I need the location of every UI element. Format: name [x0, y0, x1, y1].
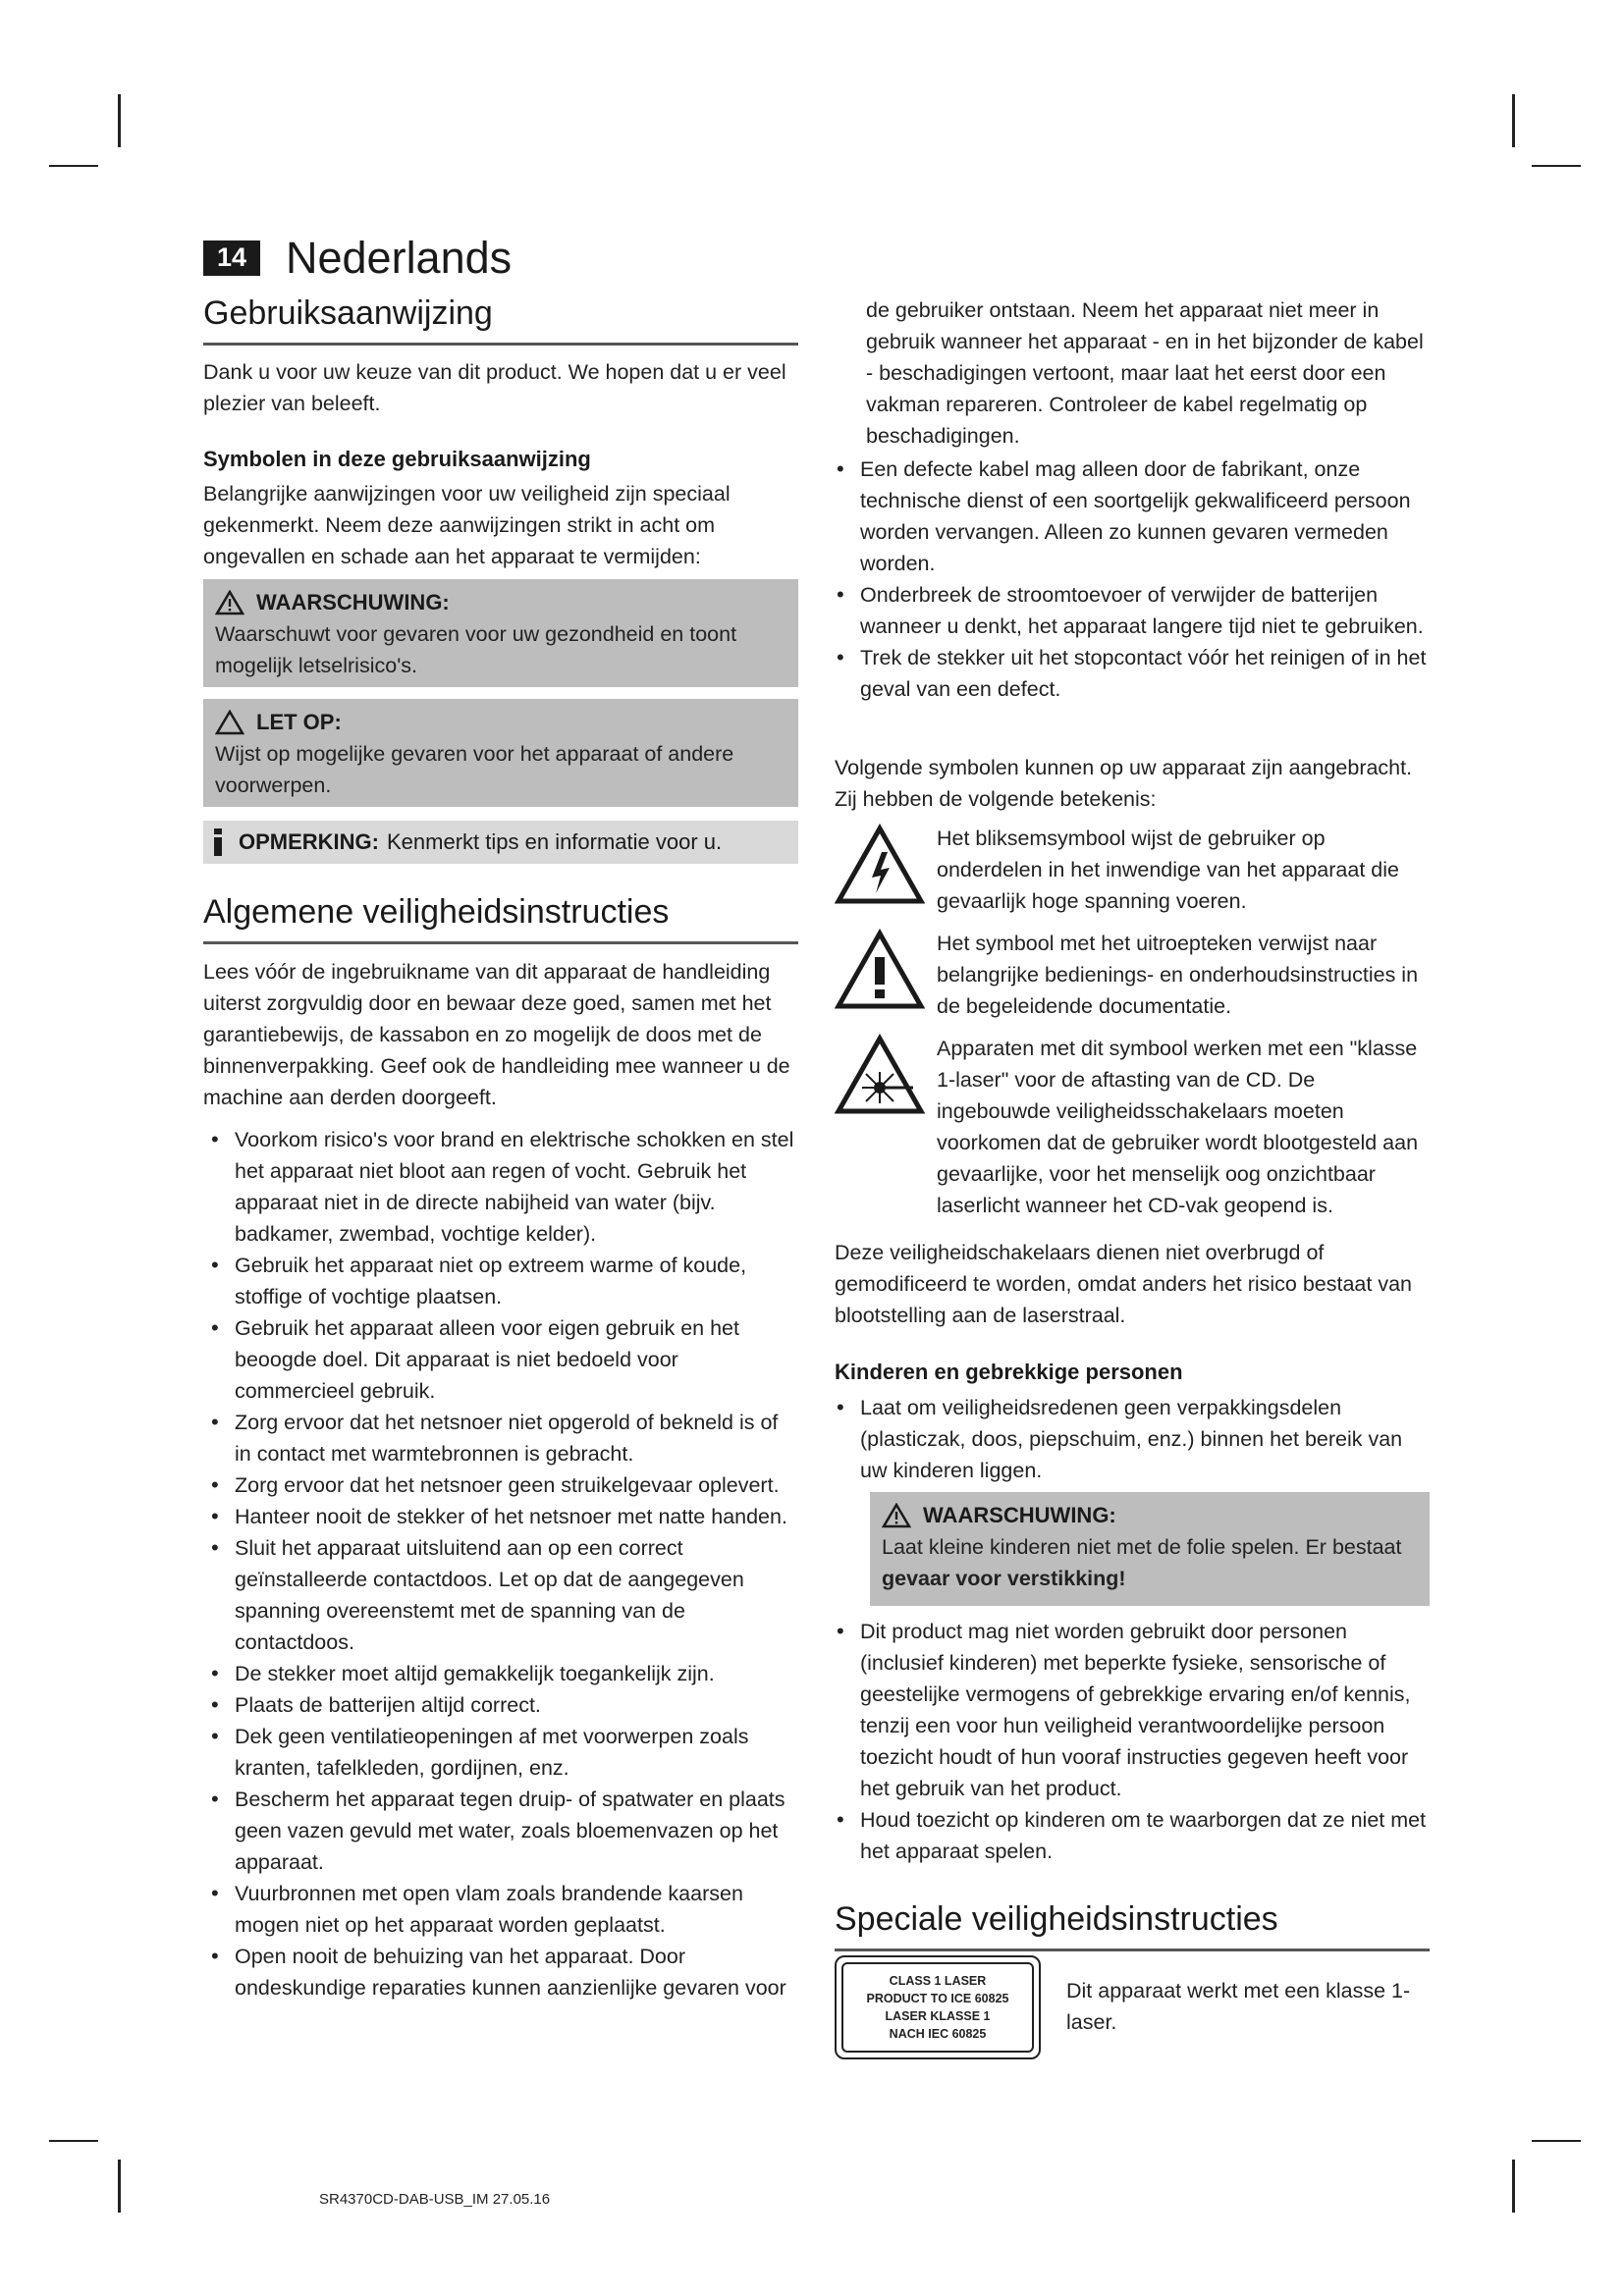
- list-item: • Vuurbronnen met open vlam zoals brandende kaarsen mogen niet op het apparaat worden geplaatst.: [209, 1878, 798, 1941]
- warning-triangle-icon: [215, 590, 244, 615]
- crop-mark: [49, 165, 98, 167]
- laser-label-line: LASER KLASSE 1: [885, 2009, 991, 2023]
- list-item: • Laat om veiligheidsredenen geen verpakkingsdelen (plasticzak, doos, piepschuim, enz.) binnen het bereik van uw kinderen liggen.: [835, 1392, 1430, 1486]
- caution-title-row: [215, 707, 786, 738]
- section-title-gebruiksaanwijzing: Gebruiksaanwijzing: [203, 294, 798, 346]
- caution-box: [203, 699, 798, 807]
- crop-mark: [49, 2140, 98, 2142]
- crop-mark: [1512, 94, 1515, 147]
- warning-box: [203, 579, 798, 687]
- laser-label-line: PRODUCT TO ICE 60825: [866, 1992, 1009, 2005]
- warning-text: Waarschuwt voor gevaren voor uw gezondheid en toont mogelijk letselrisico's.: [215, 622, 737, 677]
- list-item: • Plaats de batterijen altijd correct.: [209, 1689, 798, 1721]
- info-icon: [211, 828, 225, 856]
- warning-triangle-icon: [882, 1503, 911, 1528]
- children-warning-bold: gevaar voor verstikking!: [882, 1567, 1126, 1590]
- lightning-symbol-text: Het bliksemsymbool wijst de gebruiker op onderdelen in het inwendige van het apparaat die gevaarlijk hoge spanning voeren.: [937, 827, 1399, 913]
- list-item: • Voorkom risico's voor brand en elektrische schokken en stel het apparaat niet bloot aan regen of vocht. Gebruik het apparaat niet in de directe nabijheid van water (bijv. badkamer, zwembad, vochtige kelder).: [209, 1124, 798, 1250]
- symbols-intro-paragraph: Volgende symbolen kunnen op uw apparaat zijn aangebracht. Zij hebben de volgende betekenis:: [835, 756, 1413, 811]
- section-title-algemene: Algemene veiligheidsinstructies: [203, 893, 798, 944]
- list-item: • Houd toezicht op kinderen om te waarborgen dat ze niet met het apparaat spelen.: [835, 1804, 1430, 1867]
- crop-mark: [118, 94, 121, 147]
- caution-triangle-icon: [215, 710, 244, 735]
- symbol-row-exclamation: [835, 928, 1430, 1022]
- laser-class-text: Dit apparaat werkt met een klasse 1-laser.: [1066, 1979, 1411, 2034]
- list-item: • Bescherm het apparaat tegen druip- of spatwater en plaats geen vazen gevuld met water, zoals bloemenvazen op het apparaat.: [209, 1784, 798, 1878]
- intro-paragraph: Dank u voor uw keuze van dit product. We hopen dat u er veel plezier van beleeft.: [203, 360, 786, 415]
- list-item: • Gebruik het apparaat niet op extreem warme of koude, stoffige of vochtige plaatsen.: [209, 1250, 798, 1312]
- exclamation-symbol-text: Het symbool met het uitroepteken verwijst naar belangrijke bedienings- en onderhoudsinstructies in de begeleidende documentatie.: [937, 932, 1419, 1018]
- list-item: • Een defecte kabel mag alleen door de fabrikant, onze technische dienst of een soortgelijk gekwalificeerd persoon worden vervangen. Alleen zo kunnen gevaren vermeden worden.: [835, 454, 1430, 579]
- section-title-speciale: Speciale veiligheidsinstructies: [835, 1900, 1430, 1951]
- list-item: • Zorg ervoor dat het netsnoer niet opgerold of bekneld is of in contact met warmtebronnen is gebracht.: [209, 1407, 798, 1469]
- list-item: • De stekker moet altijd gemakkelijk toegankelijk zijn.: [209, 1658, 798, 1689]
- crop-mark: [1532, 2140, 1581, 2142]
- crop-mark: [1532, 165, 1581, 167]
- symbols-heading: Symbolen in deze gebruiksaanwijzing: [203, 447, 591, 471]
- children-list-2: [835, 1616, 1430, 1867]
- list-item: • Zorg ervoor dat het netsnoer geen struikelgevaar oplevert.: [209, 1469, 798, 1501]
- warning-title: WAARSCHUWING:: [256, 590, 450, 614]
- symbol-row-laser: [835, 1033, 1430, 1221]
- crop-mark: [1512, 2160, 1515, 2213]
- list-item: • Dek geen ventilatieopeningen af met voorwerpen zoals kranten, tafelkleden, gordijnen, enz.: [209, 1721, 798, 1784]
- list-item: • Sluit het apparaat uitsluitend aan op een correct geïnstalleerde contactdoos. Let op dat de aangegeven spanning overeenstemt met de spanning van de contactdoos.: [209, 1532, 798, 1658]
- exclamation-warning-icon: [835, 928, 925, 1012]
- children-heading: Kinderen en gebrekkige personen: [835, 1360, 1183, 1384]
- general-safety-list: [209, 1124, 798, 2003]
- cable-safety-list: [835, 454, 1430, 705]
- continuation-paragraph: de gebruiker ontstaan. Neem het apparaat niet meer in gebruik wanneer het apparaat - en in het bijzonder de kabel - beschadigingen vertoont, maar laat het eerst door een vakman repareren. Controleer de kabel regelmatig op beschadigingen.: [866, 298, 1424, 448]
- list-item: • Trek de stekker uit het stopcontact vóór het reinigen of in het geval van een defect.: [835, 642, 1430, 705]
- caution-text: Wijst op mogelijke gevaren voor het apparaat of andere voorwerpen.: [215, 742, 734, 797]
- switch-paragraph: Deze veiligheidschakelaars dienen niet overbrugd of gemodificeerd te worden, omdat anders het risico bestaat van blootstelling aan de laserstraal.: [835, 1241, 1412, 1327]
- list-item: • Hanteer nooit de stekker of het netsnoer met natte handen.: [209, 1501, 798, 1532]
- list-item: • Gebruik het apparaat alleen voor eigen gebruik en het beoogde doel. Dit apparaat is niet bedoeld voor commercieel gebruik.: [209, 1312, 798, 1407]
- page-header: [203, 233, 513, 283]
- children-warning-title: WAARSCHUWING:: [923, 1503, 1116, 1527]
- page-number: 14: [203, 240, 260, 276]
- note-text: Kenmerkt tips en informatie voor u.: [387, 829, 723, 854]
- children-warning-box: [870, 1492, 1430, 1606]
- crop-mark: [118, 2160, 121, 2213]
- laser-label-line: CLASS 1 LASER: [889, 1974, 987, 1988]
- list-item: • Onderbreek de stroomtoevoer of verwijder de batterijen wanneer u denkt, het apparaat langere tijd niet te gebruiken.: [835, 579, 1430, 642]
- caution-title: LET OP:: [256, 710, 342, 734]
- children-warning-title-row: [882, 1500, 1418, 1531]
- laser-symbol-text: Apparaten met dit symbool werken met een "klasse 1-laser" voor de aftasting van de CD. De ingebouwde veiligheidsschakelaars moeten voorkomen dat de gebruiker wordt blootgesteld aan gevaarlijke, voor het menselijk oog onzichtbaar laserlicht wanneer het CD-vak geopend is.: [937, 1037, 1419, 1217]
- general-intro-paragraph: Lees vóór de ingebruikname van dit apparaat de handleiding uiterst zorgvuldig door en bewaar deze goed, samen met het garantiebewijs, de kassabon en zo mogelijk de doos met de binnenverpakking. Geef ook de handleiding mee wanneer u de machine aan derden doorgeeft.: [203, 960, 790, 1109]
- laser-class-label: [835, 1955, 1041, 2059]
- laser-label-line: NACH IEC 60825: [889, 2027, 987, 2041]
- symbols-paragraph: Belangrijke aanwijzingen voor uw veiligheid zijn speciaal gekenmerkt. Neem deze aanwijzingen strikt in acht om ongevallen en schade aan het apparaat te vermijden:: [203, 482, 731, 568]
- note-box: [203, 821, 798, 864]
- lightning-warning-icon: [835, 823, 925, 907]
- footer-doc-code: SR4370CD-DAB-USB_IM 27.05.16: [319, 2191, 551, 2208]
- list-item: • Dit product mag niet worden gebruikt door personen (inclusief kinderen) met beperkte fysieke, sensorische of geestelijke vermogens of gebrekkige ervaring en/of kennis, tenzij een voor hun veiligheid verantwoordelijke persoon toezicht houdt of hun vooraf instructies gegeven heeft voor het gebruik van het product.: [835, 1616, 1430, 1804]
- note-title: OPMERKING:: [239, 829, 379, 854]
- symbol-row-lightning: [835, 823, 1430, 917]
- warning-title-row: [215, 587, 786, 618]
- page-language-title: Nederlands: [286, 233, 513, 283]
- children-list-1: [835, 1392, 1430, 1486]
- list-item: • Open nooit de behuizing van het apparaat. Door ondeskundige reparaties kunnen aanzienlijke gevaren voor: [209, 1941, 798, 2003]
- laser-warning-icon: [835, 1033, 925, 1117]
- children-warning-text: Laat kleine kinderen niet met de folie spelen. Er bestaat: [882, 1535, 1402, 1559]
